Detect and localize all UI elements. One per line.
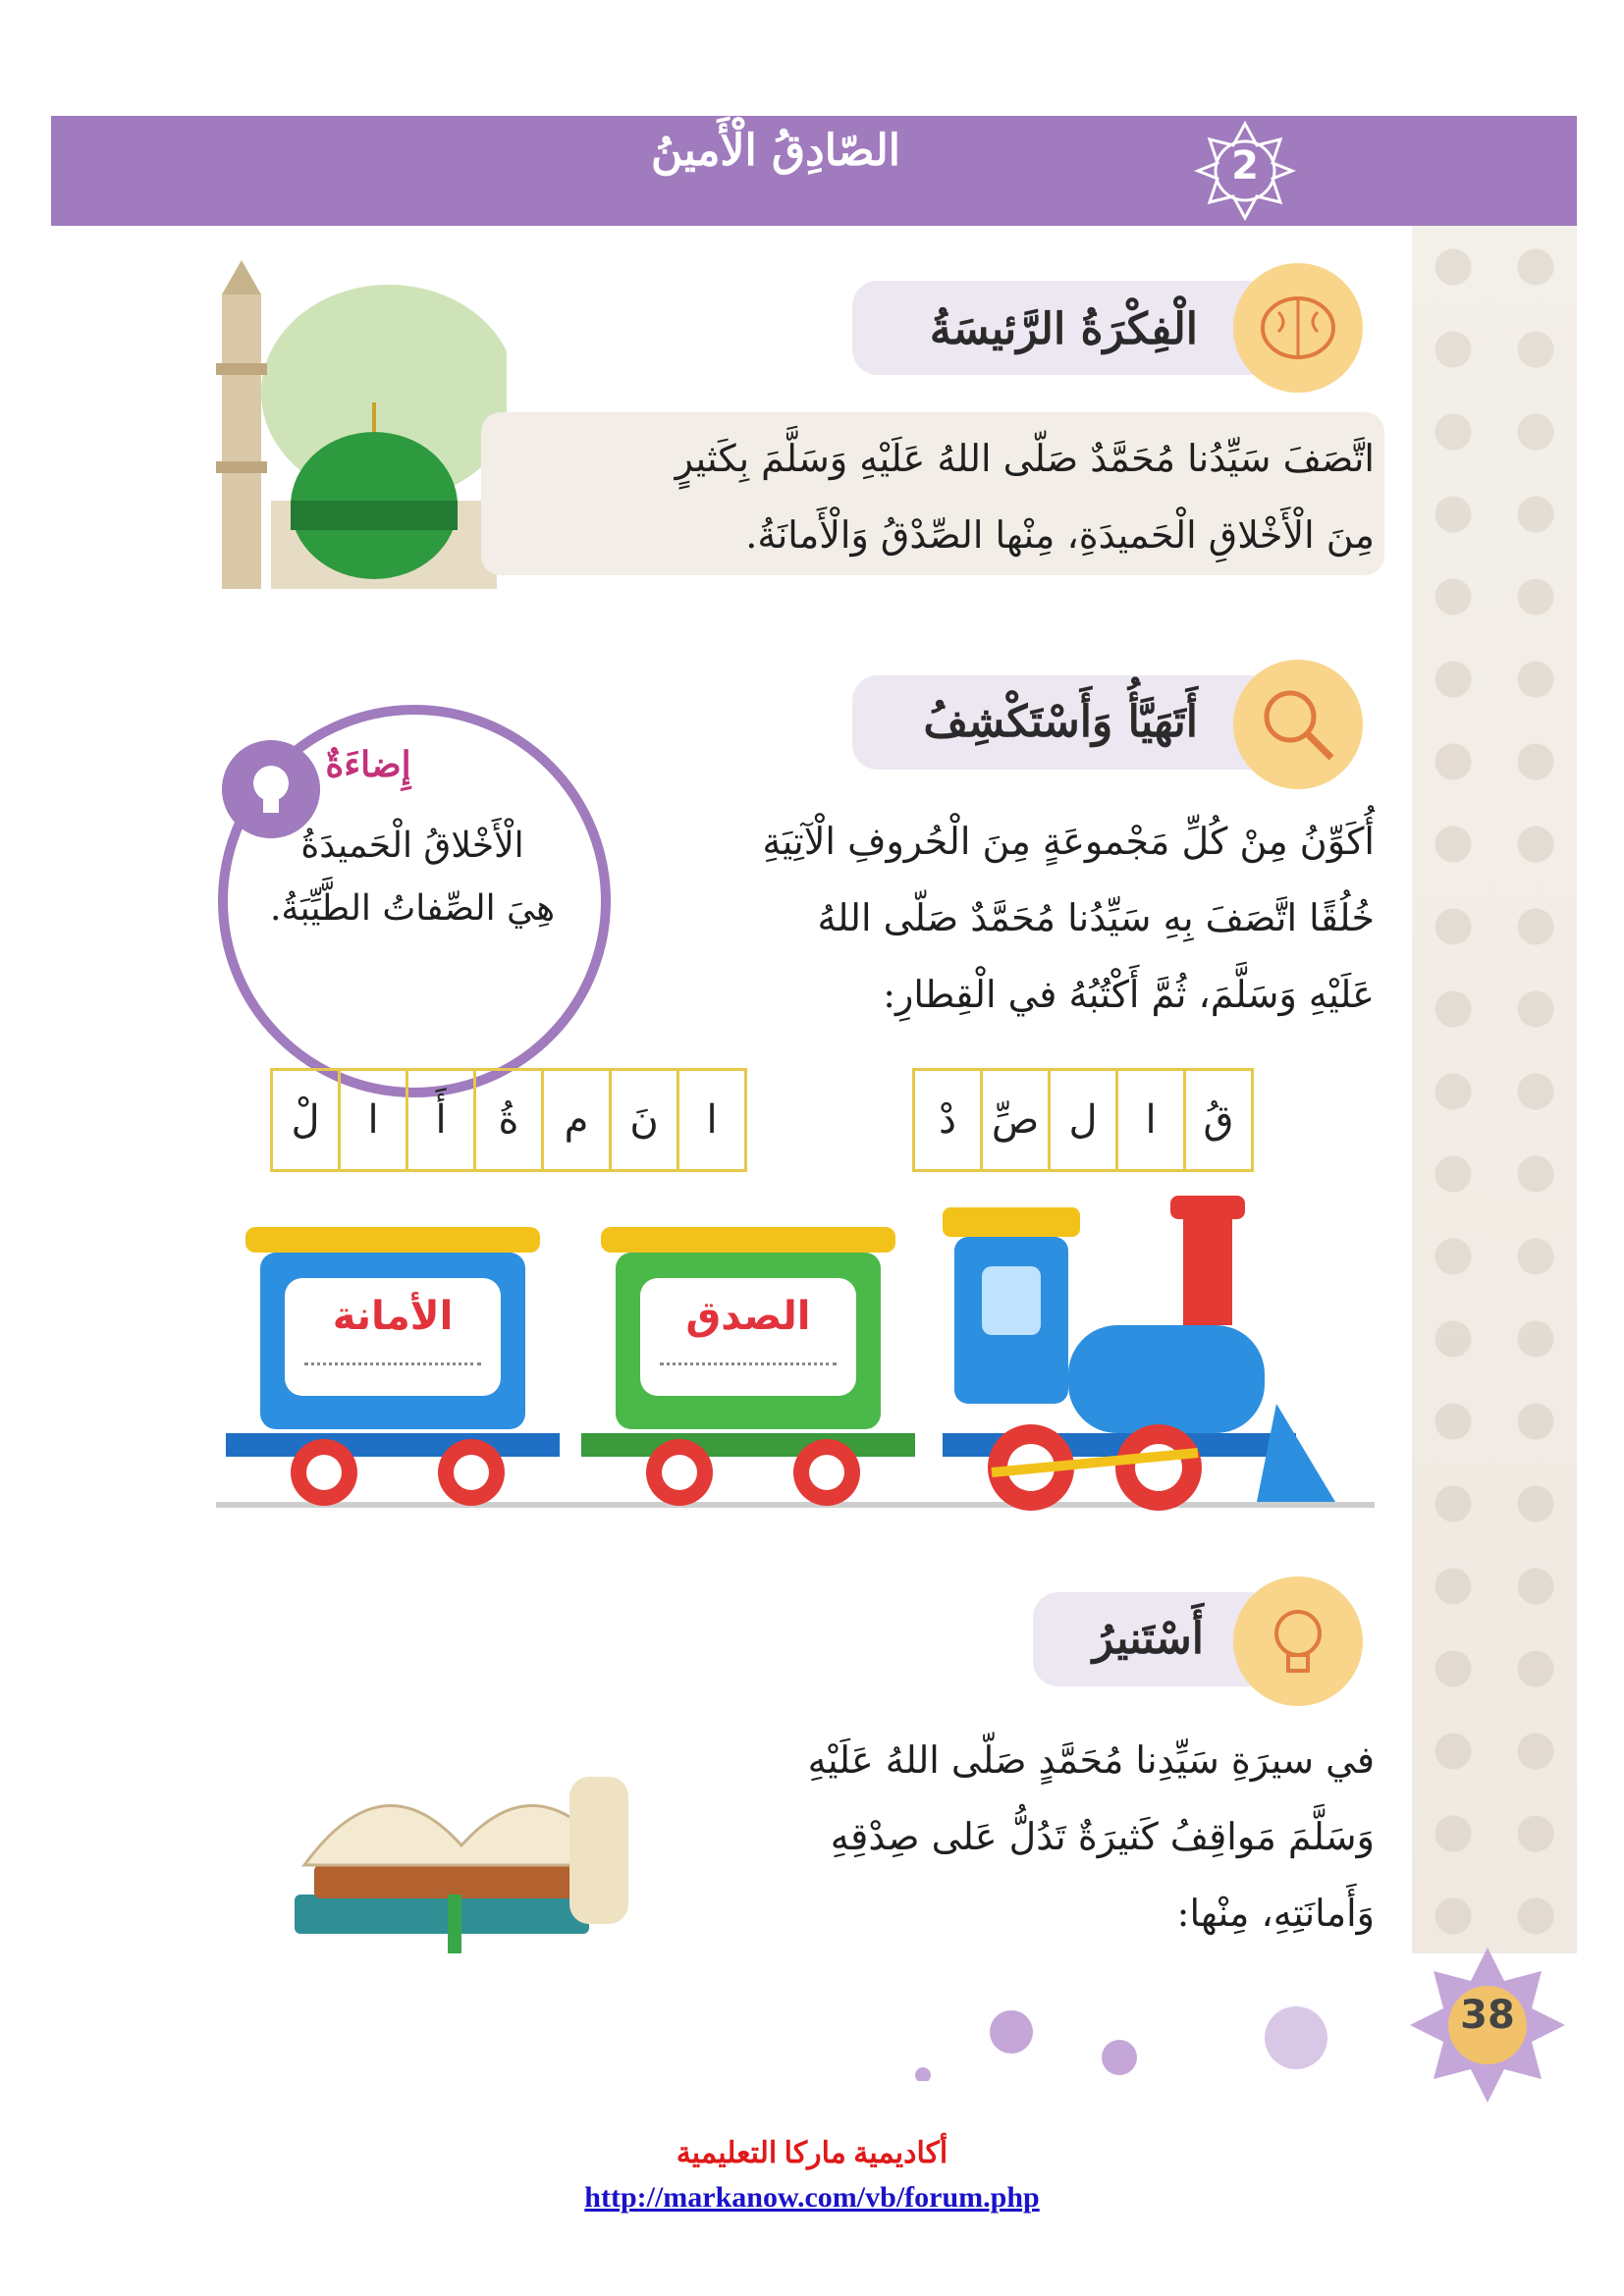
letter-cell: ةُ	[473, 1068, 544, 1172]
train-car-label-honesty: الصدق	[685, 1294, 811, 1339]
illumination-text	[245, 815, 579, 940]
brain-icon	[1233, 263, 1363, 393]
letter-cell: ل	[1048, 1068, 1118, 1172]
prepare-line-2: خُلُقًا اتَّصَفَ بِهِ سَيِّدُنا مُحَمَّدٌ صَلّى اللهُ	[817, 896, 1375, 939]
letter-group-1	[915, 1068, 1254, 1172]
letter-group-2	[273, 1068, 747, 1172]
magnifier-icon	[1233, 660, 1363, 789]
decorative-flowers	[884, 2002, 1355, 2081]
letter-cell: ا	[1115, 1068, 1186, 1172]
enlighten-line-3: وَأَمانَتِهِ، مِنْها:	[1176, 1892, 1375, 1935]
main-idea-title: الْفِكْرَةُ الرَّئيسَةُ	[929, 304, 1198, 354]
enlighten-title: أَسْتَنيرُ	[1092, 1614, 1204, 1664]
enlighten-line-2: وَسَلَّمَ مَواقِفُ كَثيرَةٌ تَدُلُّ عَلى صِدْقِهِ	[830, 1815, 1375, 1858]
letter-cell: أَ	[406, 1068, 476, 1172]
letter-cell: صِّ	[980, 1068, 1051, 1172]
letter-cell: ا	[677, 1068, 747, 1172]
train-illustration	[216, 1188, 1375, 1512]
train-car-answer-line	[304, 1362, 481, 1365]
lightbulb-icon	[1233, 1576, 1363, 1706]
prepare-title: أَتَهَيَّأُ وَأَسْتَكْشِفُ	[923, 697, 1198, 747]
publisher-name: أكاديمية ماركا التعليمية	[676, 2137, 948, 2169]
letter-cell: دْ	[912, 1068, 983, 1172]
letter-cell: قُ	[1183, 1068, 1254, 1172]
page-number: 38	[1460, 1993, 1515, 2038]
letter-cell: م	[541, 1068, 612, 1172]
main-idea-line-2: مِنَ الْأَخْلاقِ الْحَميدَةِ، مِنْها الصِّدْقُ وَالْأَمانَةُ.	[745, 513, 1375, 557]
books-illustration	[275, 1698, 648, 1993]
prepare-line-3: عَلَيْهِ وَسَلَّمَ، ثُمَّ أَكْتُبُهُ في الْقِطارِ:	[883, 973, 1375, 1016]
train-car-label-trustworthiness: الأمانة	[332, 1294, 454, 1339]
mosque-illustration	[192, 255, 507, 609]
train-car-answer-line	[660, 1362, 837, 1365]
decorative-side-pattern	[1412, 226, 1577, 1953]
lesson-number: 2	[1231, 143, 1259, 188]
letter-cell: نَ	[609, 1068, 679, 1172]
letter-cell: ا	[338, 1068, 408, 1172]
lesson-title: الصّادِقُ الْأَمينُ	[651, 126, 900, 176]
forum-link[interactable]: http://markanow.com/vb/forum.php	[584, 2181, 1040, 2214]
illumination-line-1: الْأَخْلاقُ الْحَميدَةُ	[300, 826, 524, 866]
enlighten-line-1: في سيرَةِ سَيِّدِنا مُحَمَّدٍ صَلّى اللهُ عَلَيْهِ	[807, 1738, 1375, 1782]
main-idea-line-1: اتَّصَفَ سَيِّدُنا مُحَمَّدٌ صَلّى اللهُ عَلَيْهِ وَسَلَّمَ بِكَثيرٍ	[675, 437, 1375, 480]
prepare-line-1: أُكَوِّنُ مِنْ كُلِّ مَجْموعَةٍ مِنَ الْحُروفِ الْآتِيَةِ	[762, 820, 1375, 863]
illumination-line-2: هِيَ الصِّفاتُ الطَّيِّبَةُ.	[269, 888, 556, 929]
illumination-title: إِضاءَةٌ	[325, 744, 411, 785]
letter-cell: لْ	[270, 1068, 341, 1172]
